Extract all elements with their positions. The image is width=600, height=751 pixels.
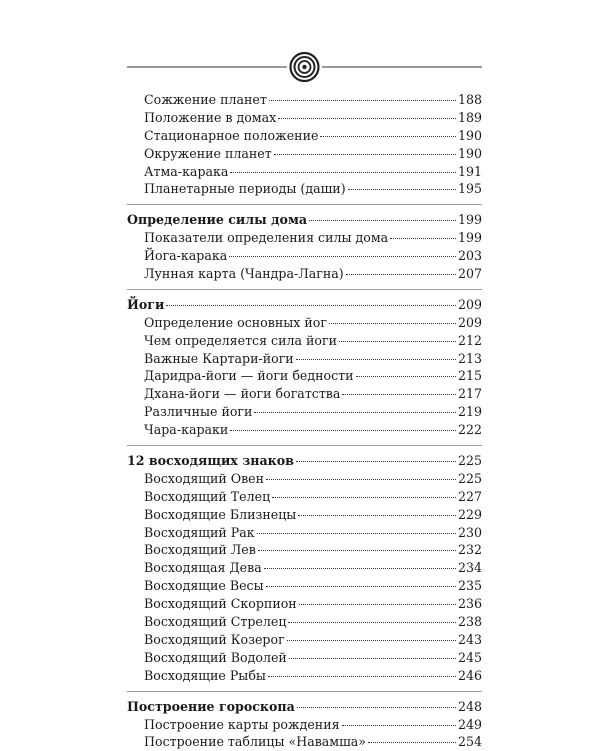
entry-title: Чем определяется сила йоги [144,332,337,348]
dot-leader [254,412,456,413]
toc-entry[interactable] [127,541,482,559]
page-number: 246 [457,667,482,683]
toc-entry[interactable] [127,145,482,163]
dot-leader [299,604,456,605]
entry-title: Построение карты рождения [144,716,340,732]
page-number: 212 [457,332,482,348]
page-number: 227 [457,488,482,504]
dot-leader [296,461,456,462]
toc-entry[interactable] [127,595,482,613]
entry-title: Восходящие Весы [144,578,264,594]
entry-title: Построение гороскопа [127,698,295,714]
entry-title: Положение в домах [144,109,277,125]
section-divider [127,204,482,205]
entry-title: Восходящий Овен [144,470,265,486]
toc-entry[interactable] [127,314,482,332]
toc-entry[interactable] [127,91,482,109]
toc-entry[interactable] [127,421,482,439]
entry-title: Показатели определения силы дома [144,230,389,246]
dot-leader [166,305,456,306]
toc-entry[interactable] [127,577,482,595]
dot-leader [287,640,456,641]
entry-title: Йога-карака [144,248,228,264]
page-number: 229 [457,506,482,522]
page-number: 199 [457,230,482,246]
dot-leader [390,238,456,239]
section-divider [127,289,482,290]
dot-leader [342,725,456,726]
toc-section-heading[interactable] [127,698,482,716]
dot-leader [298,515,456,516]
page-number: 188 [457,92,482,107]
entry-title: Чара-караки [144,422,229,438]
entry-title: Восходящий Лев [144,542,256,558]
dot-leader [342,394,456,395]
page-number: 219 [457,404,482,420]
entry-title: Йоги [127,296,165,312]
page-number: 234 [457,560,482,576]
toc-entry[interactable] [127,524,482,542]
page-number: 207 [457,266,482,282]
dot-leader [296,359,456,360]
page-number: 195 [457,181,482,197]
entry-title: Определение силы дома [127,212,308,228]
entry-title: Восходящий Козерог [144,631,285,647]
page-number: 235 [457,578,482,594]
dot-leader [356,376,456,377]
toc-entry[interactable] [127,229,482,247]
toc-entry[interactable] [127,667,482,685]
page-number: 245 [457,649,482,665]
dot-leader [278,118,456,119]
entry-title: Восходящий Стрелец [144,614,287,630]
toc-entry[interactable] [127,385,482,403]
entry-title: Окружение планет [144,145,272,161]
page-number: 230 [457,524,482,540]
page-number: 190 [457,127,482,143]
toc-entry[interactable] [127,367,482,385]
toc-entry[interactable] [127,403,482,421]
entry-title: Планетарные периоды (даши) [144,181,346,197]
page-number: 232 [457,542,482,558]
spiral-emblem-icon [291,53,319,81]
entry-title: Сожжение планет [144,92,267,107]
dot-leader [269,100,456,101]
page-number: 189 [457,109,482,125]
toc-entry[interactable] [127,470,482,488]
dot-leader [257,533,456,534]
entry-title: Стационарное положение [144,127,319,143]
toc-entry[interactable] [127,265,482,283]
toc-entry[interactable] [127,488,482,506]
toc-entry[interactable] [127,127,482,145]
dot-leader [346,274,456,275]
dot-leader [264,568,456,569]
page-number: 254 [457,734,482,750]
dot-leader [266,586,456,587]
page-number: 213 [457,350,482,366]
page-number: 191 [457,163,482,179]
entry-title: Восходящий Водолей [144,649,287,665]
toc-entry[interactable] [127,631,482,649]
dot-leader [288,622,456,623]
toc-section-heading[interactable] [127,452,482,470]
entry-title: Различные йоги [144,404,253,420]
toc-entry[interactable] [127,350,482,368]
dot-leader [289,658,456,659]
entry-title: Восходящий Скорпион [144,596,297,612]
toc-section-heading[interactable] [127,296,482,314]
dot-leader [339,341,456,342]
entry-title: Восходящая Дева [144,560,262,576]
dot-leader [309,220,456,221]
page-number: 222 [457,422,482,438]
dot-leader [368,742,456,743]
page-number: 225 [457,453,482,469]
entry-title: Атма-карака [144,163,229,179]
dot-leader [348,189,456,190]
dot-leader [268,676,456,677]
dot-leader [297,707,456,708]
entry-title: Построение таблицы «Навамша» [144,734,367,750]
page-number: 249 [457,716,482,732]
toc-entry[interactable] [127,559,482,577]
entry-title: Восходящий Рак [144,524,255,540]
toc-section-heading[interactable] [127,211,482,229]
page-number: 243 [457,631,482,647]
toc-entry[interactable] [127,649,482,667]
page-number: 209 [457,296,482,312]
page-number: 209 [457,314,482,330]
dot-leader [230,172,456,173]
page-number: 248 [457,698,482,714]
dot-leader [266,479,456,480]
section-divider [127,691,482,692]
toc-entry[interactable] [127,247,482,265]
entry-title: Важные Картари-йоги [144,350,294,366]
toc-entry[interactable] [127,109,482,127]
toc-entry[interactable] [127,506,482,524]
toc-entry[interactable] [127,163,482,181]
page-number: 236 [457,596,482,612]
header-ornament [127,52,482,82]
page-number: 215 [457,368,482,384]
dot-leader [230,430,456,431]
toc-entry[interactable] [127,613,482,631]
page-number: 203 [457,248,482,264]
section-divider [127,445,482,446]
dot-leader [258,550,456,551]
entry-title: Восходящий Телец [144,488,271,504]
dot-leader [274,154,456,155]
entry-title: Даридра-йоги — йоги бедности [144,368,354,384]
entry-title: Восходящие Близнецы [144,506,297,522]
page-number: 225 [457,470,482,486]
toc-entry[interactable] [127,332,482,350]
dot-leader [229,256,456,257]
entry-title: Дхана-йоги — йоги богатства [144,386,341,402]
entry-title: Восходящие Рыбы [144,667,266,683]
page-number: 217 [457,386,482,402]
table-of-contents [127,91,482,751]
page-number: 238 [457,614,482,630]
entry-title: Определение основных йог [144,314,327,330]
toc-entry[interactable] [127,180,482,198]
dot-leader [329,323,456,324]
entry-title: Лунная карта (Чандра-Лагна) [144,266,344,282]
toc-entry[interactable] [127,716,482,734]
dot-leader [320,136,456,137]
toc-entry[interactable] [127,733,482,751]
page-number: 199 [457,212,482,228]
dot-leader [272,497,456,498]
page-number: 190 [457,145,482,161]
entry-title: 12 восходящих знаков [127,453,294,469]
